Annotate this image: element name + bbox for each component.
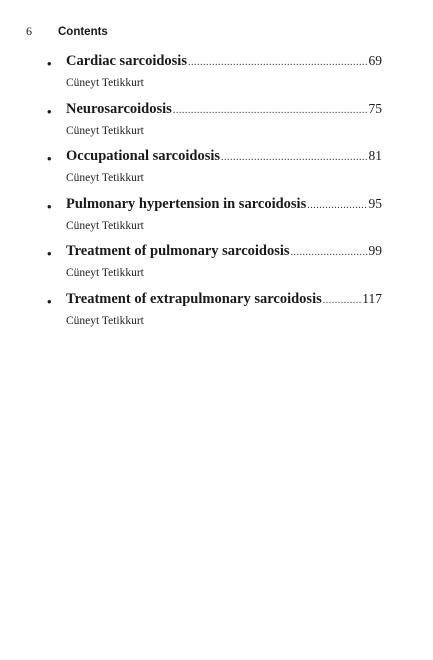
chapter-title: Occupational sarcoidosis — [66, 148, 221, 165]
chapter-author: Cüneyt Tetikkurt — [66, 77, 144, 89]
chapter-page: 75 — [368, 100, 382, 116]
dot-leader — [188, 54, 368, 72]
dot-leader — [323, 292, 362, 310]
chapter-page: 69 — [368, 53, 382, 68]
bullet-icon: • — [47, 293, 52, 309]
toc-entry[interactable] — [44, 147, 382, 195]
chapter-page: 99 — [368, 243, 382, 259]
page-number: 6 — [26, 24, 32, 38]
chapter-page: 95 — [368, 195, 382, 211]
chapter-page: 117 — [362, 290, 382, 306]
chapter-title: Neurosarcoidosis — [66, 100, 172, 117]
dot-leader — [173, 102, 368, 120]
chapter-page: 81 — [368, 148, 382, 164]
bullet-icon: • — [47, 198, 52, 214]
bullet-icon: • — [47, 151, 52, 167]
toc-entry[interactable] — [44, 290, 382, 338]
dot-leader — [221, 149, 367, 167]
chapter-author: Cüneyt Tetikkurt — [66, 219, 144, 232]
table-of-contents — [44, 52, 382, 338]
dot-leader — [307, 197, 367, 215]
toc-entry[interactable] — [44, 52, 382, 100]
toc-title-line — [66, 290, 382, 310]
page-header — [26, 24, 413, 40]
toc-title-line — [66, 242, 382, 262]
chapter-author: Cüneyt Tetikkurt — [66, 314, 144, 327]
running-head: Contents — [58, 26, 108, 38]
toc-title-line — [66, 100, 382, 120]
chapter-title: Pulmonary hypertension in sarcoidosis — [66, 195, 307, 212]
toc-entry[interactable] — [44, 242, 382, 290]
bullet-icon: • — [47, 103, 52, 119]
chapter-title: Cardiac sarcoidosis — [66, 53, 187, 69]
chapter-title: Treatment of pulmonary sarcoidosis — [66, 243, 290, 260]
dot-leader — [291, 244, 368, 262]
bullet-icon: • — [47, 56, 52, 71]
toc-title-line — [66, 52, 382, 72]
bullet-icon: • — [47, 246, 52, 262]
toc-title-line — [66, 195, 382, 215]
chapter-author: Cüneyt Tetikkurt — [66, 124, 144, 137]
chapter-title: Treatment of extrapulmonary sarcoidosis — [66, 290, 322, 307]
chapter-author: Cüneyt Tetikkurt — [66, 172, 144, 185]
toc-entry[interactable] — [44, 195, 382, 243]
toc-title-line — [66, 147, 382, 167]
toc-entry[interactable] — [44, 100, 382, 148]
chapter-author: Cüneyt Tetikkurt — [66, 267, 144, 280]
